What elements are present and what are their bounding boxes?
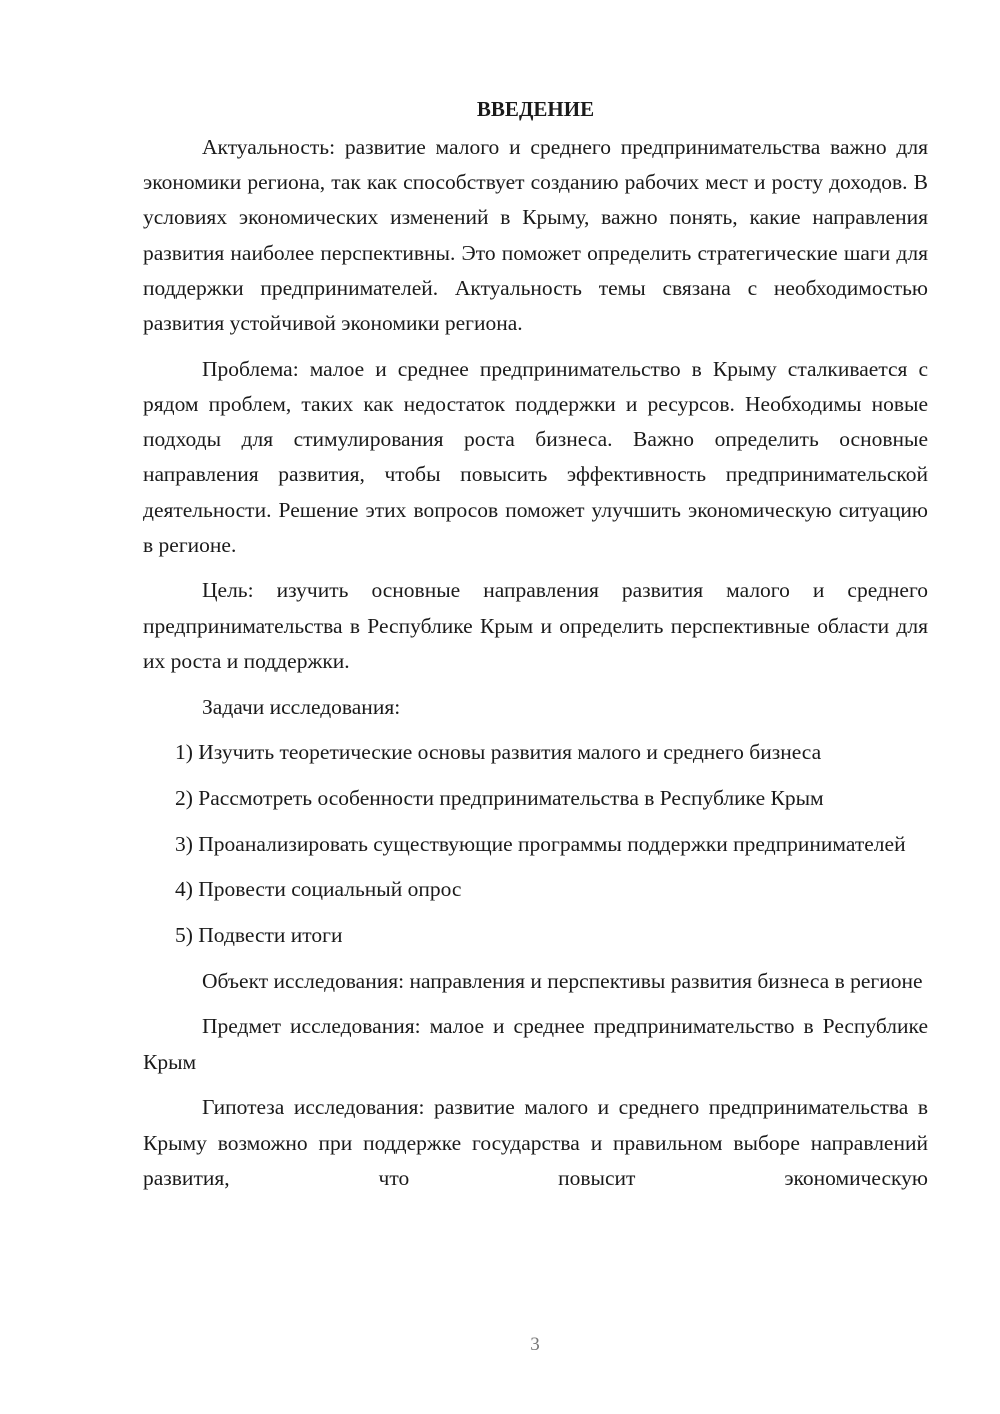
tasks-heading: Задачи исследования: — [202, 694, 401, 719]
paragraph-relevance: Актуальность: развитие малого и среднего предпринимательства важно для экономики региона, так как способствует созданию рабочих мест и росту доходов. В условиях экономических изменений в Крыму, важно понять, какие направления развития наиболее перспективны. Это поможет определить стратегические шаги для поддержки предпринимателей. Актуальность темы связана с необходимостью развития устойчивой экономики региона. — [143, 135, 928, 336]
task-item-2: 2) Рассмотреть особенности предпринимательства в Республике Крым — [175, 785, 824, 810]
paragraph-subject: Предмет исследования: малое и среднее предпринимательство в Республике Крым — [143, 1014, 928, 1074]
task-item-5: 5) Подвести итоги — [175, 923, 343, 948]
paragraph-problem: Проблема: малое и среднее предпринимательство в Крыму сталкивается с рядом проблем, таких как недостаток поддержки и ресурсов. Необходимы новые подходы для стимулирования роста бизнеса. Важно определить основные направления развития, чтобы повысить эффективность предпринимательской деятельности. Решение этих вопросов поможет улучшить экономическую ситуацию в регионе. — [143, 356, 928, 557]
page-content — [143, 92, 928, 1206]
section-title: ВВЕДЕНИЕ — [476, 97, 595, 121]
paragraph-object: Объект исследования: направления и перспективы развития бизнеса в регионе — [202, 968, 923, 993]
page-number: 3 — [530, 1334, 540, 1355]
task-item-4: 4) Провести социальный опрос — [175, 877, 462, 902]
task-item-3: 3) Проанализировать существующие программы поддержки предпринимателей — [175, 831, 906, 856]
task-item-1: 1) Изучить теоретические основы развития малого и среднего бизнеса — [175, 740, 822, 765]
paragraph-hypothesis: Гипотеза исследования: развитие малого и среднего предпринимательства в Крыму возможно при поддержке государства и правильном выборе направлений развития, что повысит экономическую — [143, 1095, 928, 1190]
paragraph-goal: Цель: изучить основные направления развития малого и среднего предпринимательства в Республике Крым и определить перспективные области для их роста и поддержки. — [143, 578, 928, 673]
